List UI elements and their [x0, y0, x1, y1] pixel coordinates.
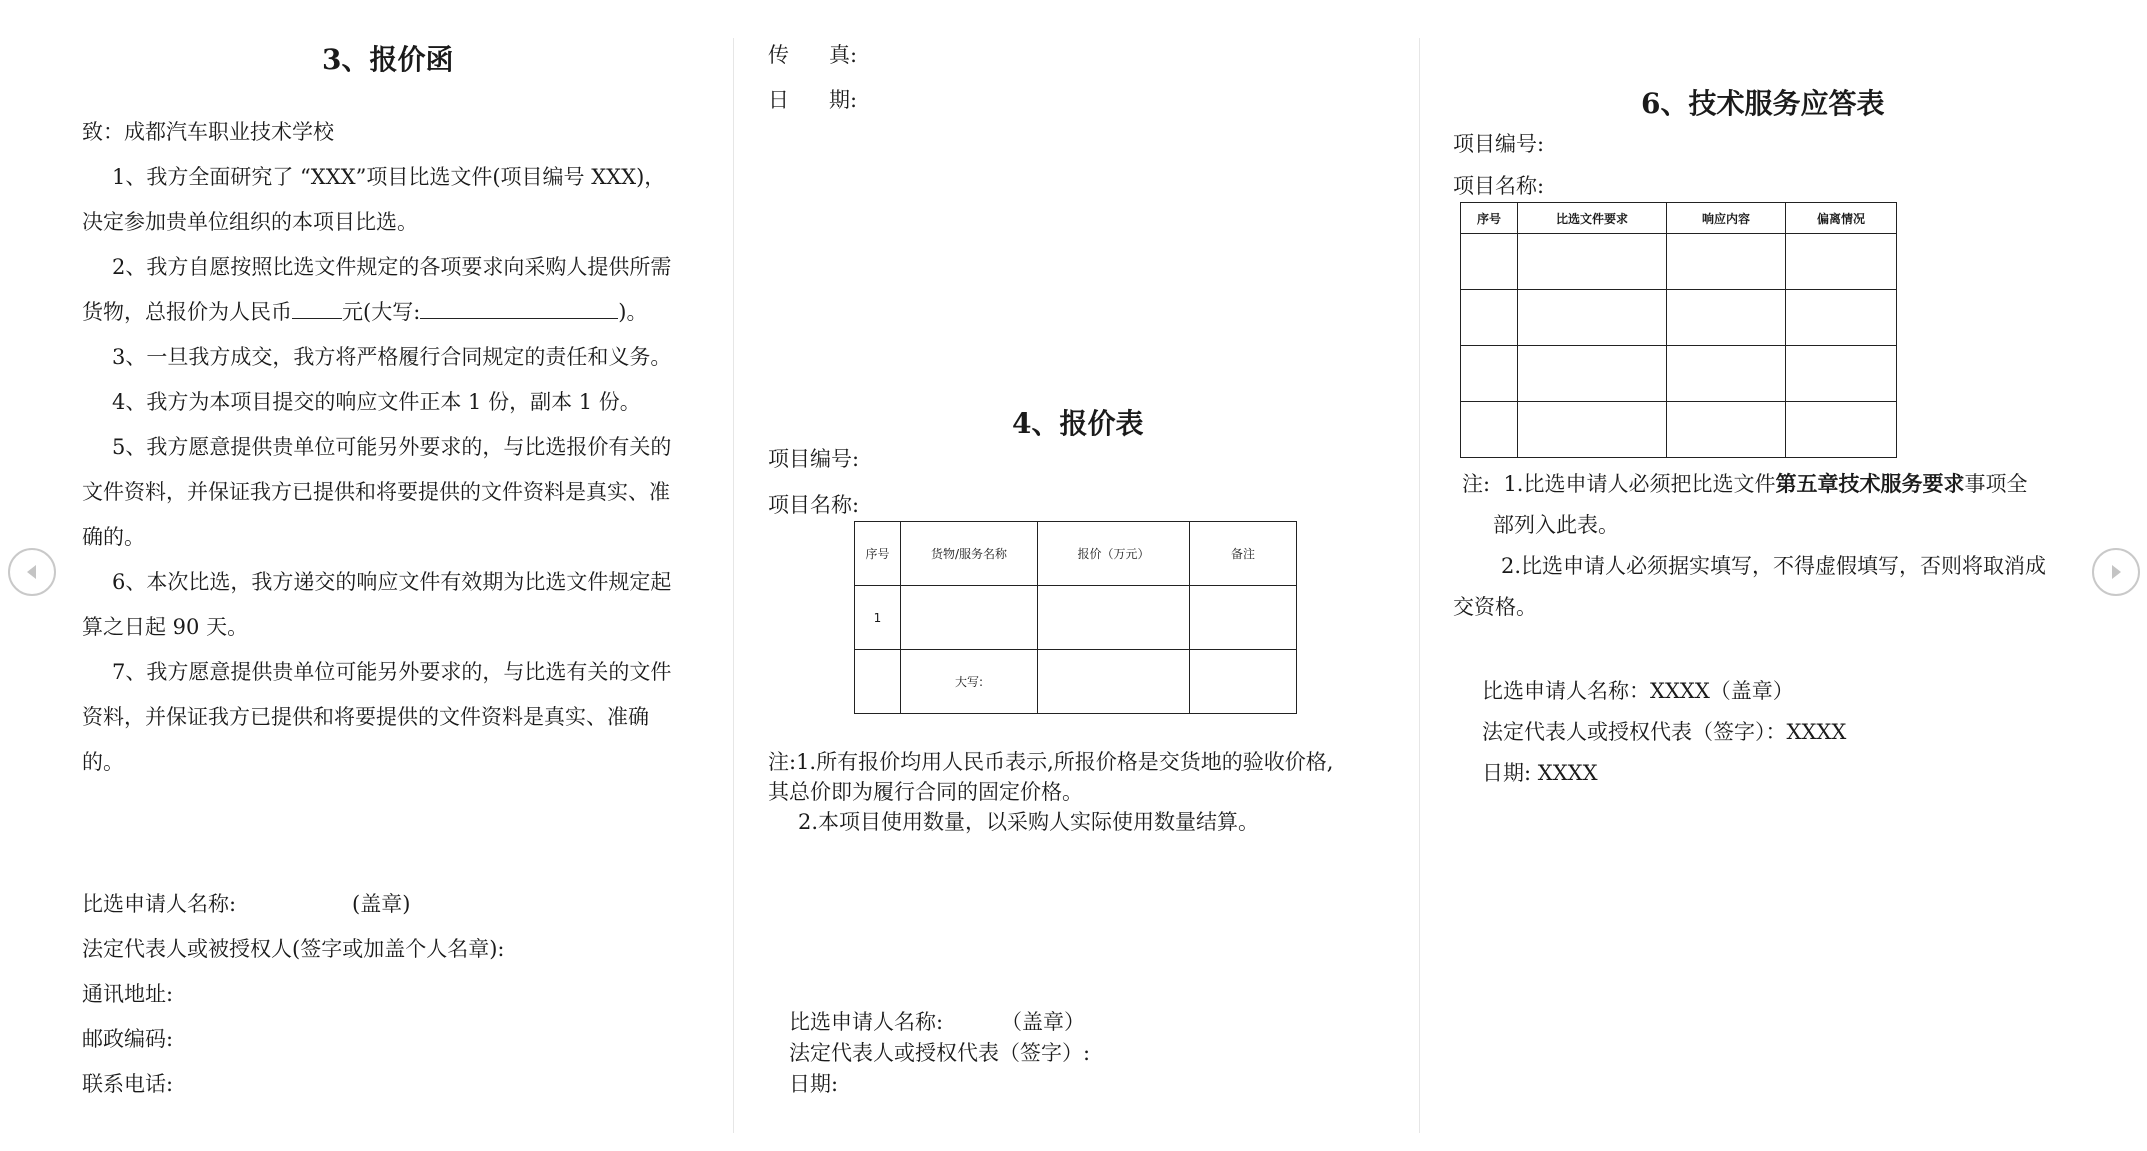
table-cell — [1786, 346, 1897, 402]
quote-table-title: 4、报价表 — [1012, 407, 1144, 440]
paragraph-6a: 6、本次比选，我方递交的响应文件有效期为比选文件规定起 — [112, 570, 672, 594]
note-1-pre: 1.比选申请人必须把比选文件 — [1503, 472, 1776, 496]
header-deviation: 偏离情况 — [1786, 203, 1897, 234]
project-name-label-3: 项目名称: — [1453, 174, 1545, 198]
header-remark: 备注 — [1190, 522, 1297, 586]
applicant-name-3: 比选申请人名称：XXXX（盖章） — [1482, 679, 1794, 703]
date-label-2: 日期: — [789, 1072, 839, 1096]
legal-rep-3: 法定代表人或授权代表（签字）：XXXX — [1482, 720, 1847, 744]
price-close: )。 — [618, 300, 648, 324]
table-row — [1461, 290, 1897, 346]
quote-table — [854, 521, 1297, 714]
price-blank — [292, 298, 342, 319]
table-cell: 1 — [855, 586, 901, 650]
applicant-name-label-2: 比选申请人名称: — [789, 1010, 944, 1034]
table-cell — [1518, 402, 1667, 458]
date-top-label: 日 期: — [768, 88, 858, 112]
paragraph-5a: 5、我方愿意提供贵单位可能另外要求的，与比选报价有关的 — [112, 435, 672, 459]
table-row — [855, 586, 1297, 650]
header-seq: 序号 — [1461, 203, 1518, 234]
table-header-row — [1461, 203, 1897, 234]
table-cell — [1786, 402, 1897, 458]
tech-note-2a: 2.比选申请人必须据实填写，不得虚假填写，否则将取消成 — [1501, 554, 2047, 578]
project-number-label-3: 项目编号: — [1453, 132, 1545, 156]
paragraph-1b: 决定参加贵单位组织的本项目比选。 — [82, 210, 418, 234]
note-prefix: 注: — [1462, 472, 1491, 496]
paragraph-1a: 1、我方全面研究了 “XXX”项目比选文件(项目编号 XXX)， — [112, 165, 666, 189]
tech-response-title: 6、技术服务应答表 — [1641, 87, 1885, 120]
note-1-post: 事项全 — [1964, 472, 2028, 496]
legal-rep-label-2: 法定代表人或授权代表（签字）: — [789, 1041, 1091, 1065]
table-cell — [1461, 290, 1518, 346]
table-row — [1461, 402, 1897, 458]
header-price: 报价（万元） — [1038, 522, 1190, 586]
prev-page-button[interactable] — [8, 548, 56, 596]
price-words-blank — [420, 298, 618, 319]
chevron-left-icon — [22, 562, 42, 582]
chevron-right-icon — [2106, 562, 2126, 582]
table-cell — [855, 650, 901, 714]
table-cell — [1461, 402, 1518, 458]
table-cell — [901, 586, 1038, 650]
table-cell — [1667, 234, 1786, 290]
table-cell — [1786, 234, 1897, 290]
applicant-name-label: 比选申请人名称: — [82, 892, 237, 916]
paragraph-3: 3、一旦我方成交，我方将严格履行合同规定的责任和义务。 — [112, 345, 672, 369]
table-cell: 大写: — [901, 650, 1038, 714]
project-number-label: 项目编号: — [768, 447, 860, 471]
seal-label-2: （盖章） — [1001, 1010, 1085, 1034]
paragraph-5b: 文件资料，并保证我方已提供和将要提供的文件资料是真实、准 — [82, 480, 670, 504]
table-cell — [1190, 650, 1297, 714]
tech-note-1-cont: 部列入此表。 — [1493, 513, 1619, 537]
table-cell — [1038, 650, 1190, 714]
postcode-label: 邮政编码: — [82, 1027, 174, 1051]
tech-note-2b: 交资格。 — [1453, 595, 1537, 619]
paragraph-7c: 的。 — [82, 750, 124, 774]
header-requirement: 比选文件要求 — [1518, 203, 1667, 234]
table-cell — [1667, 346, 1786, 402]
tech-note-1 — [1462, 468, 2027, 498]
note-2: 2.本项目使用数量，以采购人实际使用数量结算。 — [798, 810, 1260, 834]
header-goods: 货物/服务名称 — [901, 522, 1038, 586]
header-response: 响应内容 — [1667, 203, 1786, 234]
paragraph-2a: 2、我方自愿按照比选文件规定的各项要求向采购人提供所需 — [112, 255, 672, 279]
table-cell — [1038, 586, 1190, 650]
table-cell — [1786, 290, 1897, 346]
paragraph-2b — [82, 296, 647, 326]
note-1b: 其总价即为履行合同的固定价格。 — [768, 780, 1083, 804]
table-header-row — [855, 522, 1297, 586]
paragraph-6b: 算之日起 90 天。 — [82, 615, 249, 639]
date-3: 日期: XXXX — [1482, 761, 1598, 785]
tech-response-table — [1460, 202, 1897, 458]
fax-label: 传 真: — [768, 43, 858, 67]
table-cell — [1518, 290, 1667, 346]
project-name-label: 项目名称: — [768, 493, 860, 517]
addressee: 致：成都汽车职业技术学校 — [82, 120, 334, 144]
paragraph-4: 4、我方为本项目提交的响应文件正本 1 份，副本 1 份。 — [112, 390, 641, 414]
table-cell — [1667, 290, 1786, 346]
table-cell — [1667, 402, 1786, 458]
table-row — [1461, 346, 1897, 402]
page-title: 3、报价函 — [322, 43, 454, 76]
price-label: 货物，总报价为人民币 — [82, 300, 292, 324]
paragraph-5c: 确的。 — [82, 525, 145, 549]
price-words-label: 元(大写: — [342, 300, 421, 324]
address-label: 通讯地址: — [82, 982, 174, 1006]
paragraph-7b: 资料，并保证我方已提供和将要提供的文件资料是真实、准确 — [82, 705, 649, 729]
table-cell — [1190, 586, 1297, 650]
table-cell — [1461, 346, 1518, 402]
table-cell — [1518, 234, 1667, 290]
seal-label: (盖章) — [352, 892, 411, 916]
phone-label: 联系电话: — [82, 1072, 174, 1096]
page-divider-left — [733, 38, 734, 1133]
note-1a: 注:1.所有报价均用人民币表示,所报价格是交货地的验收价格, — [768, 750, 1334, 774]
header-seq: 序号 — [855, 522, 901, 586]
table-cell — [1518, 346, 1667, 402]
paragraph-7a: 7、我方愿意提供贵单位可能另外要求的，与比选有关的文件 — [112, 660, 672, 684]
table-cell — [1461, 234, 1518, 290]
table-row — [1461, 234, 1897, 290]
table-row — [855, 650, 1297, 714]
next-page-button[interactable] — [2092, 548, 2140, 596]
note-1-bold: 第五章技术服务要求 — [1775, 471, 1965, 496]
legal-rep-label: 法定代表人或被授权人(签字或加盖个人名章): — [82, 937, 505, 961]
page-divider-right — [1419, 38, 1420, 1133]
